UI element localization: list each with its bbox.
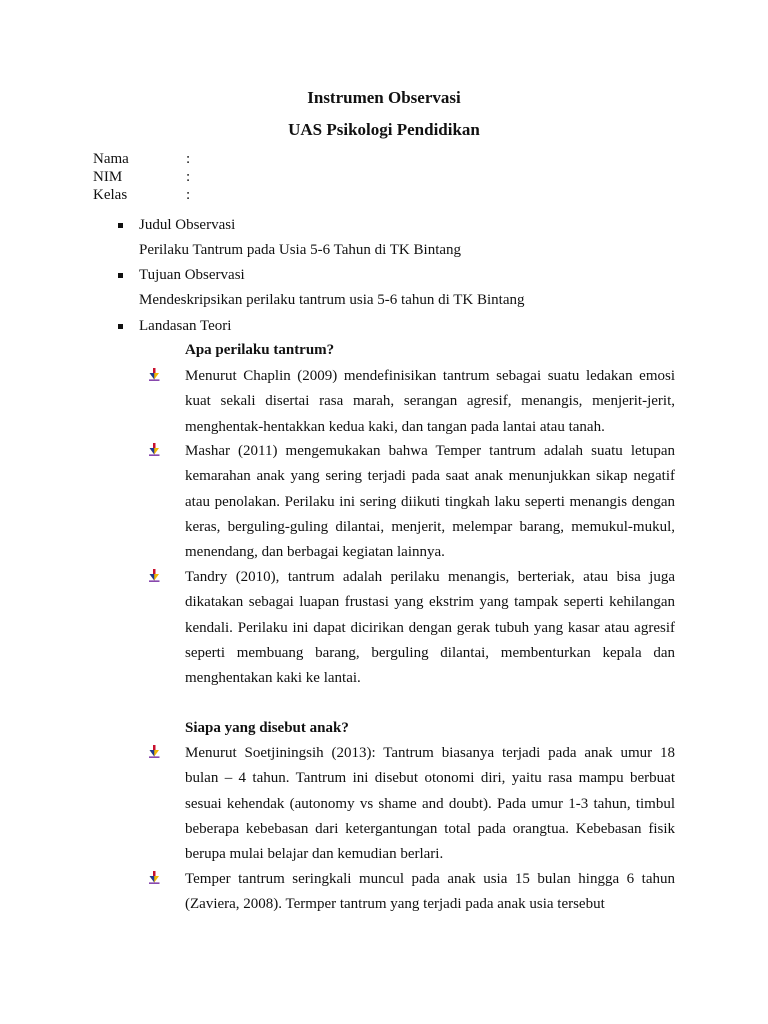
identity-row-nim [93, 168, 206, 186]
subheading-siapa-yang-disebut-anak: Siapa yang disebut anak? [185, 720, 349, 736]
identity-separator: : [186, 169, 191, 185]
identity-separator: : [186, 151, 191, 167]
section-body: Perilaku Tantrum pada Usia 5-6 Tahun di TK Bintang [139, 242, 462, 258]
list-item-text: Menurut Chaplin (2009) mendefinisikan tantrum sebagai suatu ledakan emosi kuat sekali disertai rasa marah, serangan agresif, menangis, menjerit-jerit, menghentak-hentakkan kedua kaki, dan tangan pada lantai atau tanah. [185, 368, 675, 435]
identity-row-kelas [93, 186, 206, 204]
arrow-bullet-icon [148, 442, 162, 456]
subheading-apa-perilaku-tantrum: Apa perilaku tantrum? [185, 342, 335, 358]
section-body: Mendeskripsikan perilaku tantrum usia 5-6 tahun di TK Bintang [139, 292, 525, 308]
arrow-bullet-icon [148, 367, 162, 381]
identity-label: Kelas [93, 187, 128, 203]
section-heading: Tujuan Observasi [139, 266, 245, 283]
square-bullet-icon [118, 273, 123, 278]
identity-fields [93, 150, 206, 204]
list-item [148, 741, 675, 867]
document-subtitle: UAS Psikologi Pendidikan [288, 120, 480, 139]
square-bullet-icon [118, 324, 123, 329]
section-heading: Landasan Teori [139, 317, 232, 334]
identity-row-nama [93, 150, 206, 168]
arrow-bullet-icon [148, 870, 162, 884]
document-title: Instrumen Observasi [307, 88, 461, 107]
list-item [148, 364, 675, 440]
section-landasan-teori [118, 316, 231, 336]
arrow-bullet-icon [148, 744, 162, 758]
square-bullet-icon [118, 223, 123, 228]
list-item-text: Temper tantrum seringkali muncul pada anak usia 15 bulan hingga 6 tahun (Zaviera, 2008). Termper tantrum yang terjadi pada anak usia tersebut [185, 871, 675, 913]
section-tujuan-observasi [118, 265, 525, 310]
identity-label: Nama [93, 151, 129, 167]
list-item [148, 565, 675, 691]
list-item-text: Menurut Soetjiningsih (2013): Tantrum biasanya terjadi pada anak umur 18 bulan – 4 tahun. Tantrum ini disebut otonomi diri, yaitu rasa mampu berbuat sesuai kehendak (autonomy vs shame and doubt). Pada umur 1-3 tahun, timbul beberapa kebebasan dari ketergantungan total pada orangtua. Kebebasan fisik berupa mulai belajar dan kemudian berlari. [185, 745, 675, 863]
identity-separator: : [186, 187, 191, 203]
list-item-text: Tandry (2010), tantrum adalah perilaku menangis, berteriak, atau bisa juga dikatakan sebagai luapan frustasi yang ekstrim yang tampak seperti kehilangan kendali. Perilaku ini dapat dicirikan dengan gerak tubuh yang kasar atau agresif seperti membuang barang, berguling dilantai, membenturkan kepala dan menghentakan kaki ke lantai. [185, 569, 675, 687]
section-heading: Judul Observasi [139, 216, 236, 233]
list-item [148, 867, 675, 918]
identity-label: NIM [93, 169, 123, 185]
list-item-text: Mashar (2011) mengemukakan bahwa Temper tantrum adalah suatu letupan kemarahan anak yang sering terjadi pada saat anak menunjukkan sikap negatif atau penolakan. Perilaku ini sering diikuti tingkah laku seperti menangis dengan keras, berguling-guling dilantai, menjerit, melempar barang, memukul-mukul, menendang, dan berbagai kegiatan lainnya. [185, 443, 675, 561]
section-judul-observasi [118, 215, 461, 260]
arrow-bullet-icon [148, 568, 162, 582]
list-item [148, 439, 675, 565]
